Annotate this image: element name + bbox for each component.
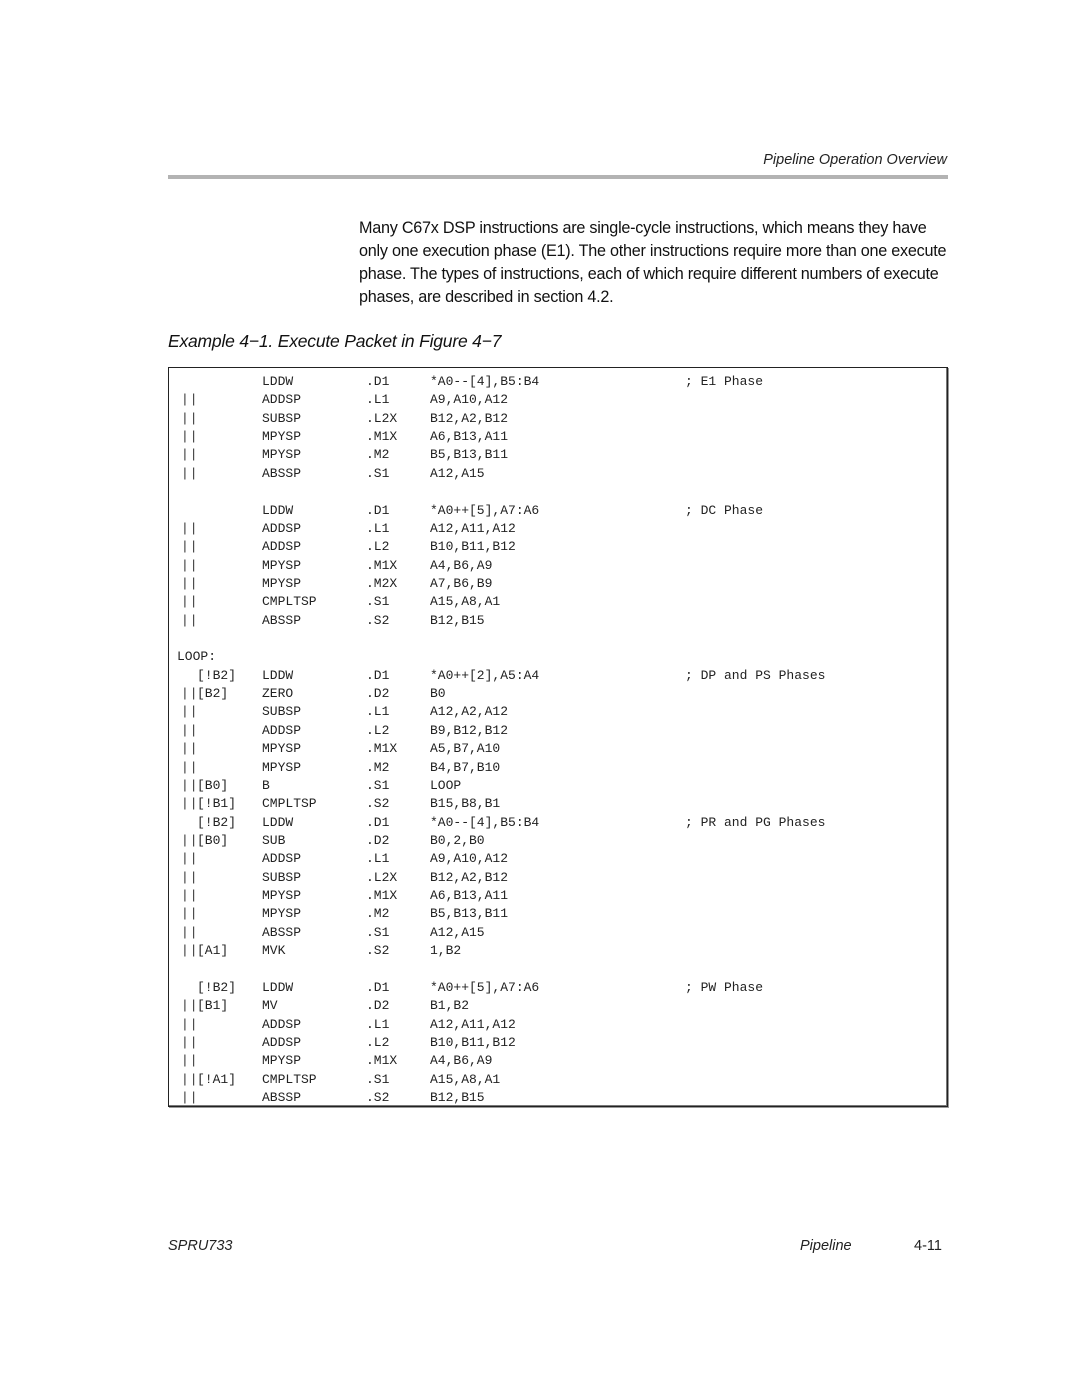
- intro-paragraph: Many C67x DSP instructions are single-cycle instructions, which means they have only one execution phase (E1). The other instructions require more than one execute phase. The types of instructions, each of which require different numbers of execute phases, are described in section 4.2.: [359, 219, 947, 306]
- code-functional-unit: .M2: [366, 447, 390, 463]
- code-parallel-bars: ||: [181, 1034, 199, 1050]
- code-mnemonic: MPYSP: [262, 888, 302, 904]
- code-mnemonic: ABSSP: [262, 1090, 302, 1106]
- code-mnemonic: ADDSP: [262, 722, 302, 738]
- code-parallel-bars: ||: [181, 796, 199, 812]
- code-operands: *A0++[5],A7:A6: [430, 979, 540, 995]
- code-operands: A6,B13,A11: [430, 888, 509, 904]
- code-functional-unit: .S1: [366, 777, 390, 793]
- code-line: [169, 667, 947, 685]
- code-line: [169, 391, 947, 409]
- code-functional-unit: .D2: [366, 998, 390, 1014]
- code-line: [169, 410, 947, 428]
- code-condition: [!B1]: [197, 796, 237, 812]
- code-mnemonic: LDDW: [262, 979, 294, 995]
- code-operands: A4,B6,A9: [430, 1053, 493, 1069]
- code-functional-unit: .L2X: [366, 410, 398, 426]
- code-functional-unit: .D1: [366, 502, 390, 518]
- code-functional-unit: .S1: [366, 594, 390, 610]
- code-parallel-bars: ||: [181, 410, 199, 426]
- code-line: [169, 373, 947, 391]
- code-mnemonic: SUBSP: [262, 704, 302, 720]
- code-condition: [!B2]: [197, 979, 237, 995]
- code-line: [169, 722, 947, 740]
- footer-chapter: Pipeline: [800, 1238, 852, 1254]
- code-parallel-bars: ||: [181, 924, 199, 940]
- code-functional-unit: .D1: [366, 814, 390, 830]
- footer-page-number: 4-11: [914, 1238, 942, 1254]
- code-parallel-bars: ||: [181, 943, 199, 959]
- code-comment: ; PW Phase: [685, 979, 764, 995]
- code-mnemonic: LDDW: [262, 814, 294, 830]
- code-functional-unit: .M1X: [366, 557, 398, 573]
- code-line: [169, 612, 947, 630]
- code-mnemonic: SUBSP: [262, 410, 302, 426]
- code-parallel-bars: ||: [181, 539, 199, 555]
- code-line: [169, 520, 947, 538]
- code-parallel-bars: ||: [181, 906, 199, 922]
- code-line: [169, 979, 947, 997]
- code-operands: *A0++[2],A5:A4: [430, 667, 540, 683]
- code-line: [169, 961, 947, 979]
- code-functional-unit: .L2: [366, 539, 390, 555]
- code-parallel-bars: ||: [181, 1053, 199, 1069]
- code-operands: B12,B15: [430, 1090, 485, 1106]
- code-operands: B1,B2: [430, 998, 470, 1014]
- code-mnemonic: LDDW: [262, 502, 294, 518]
- code-parallel-bars: ||: [181, 722, 199, 738]
- code-mnemonic: ZERO: [262, 686, 294, 702]
- code-parallel-bars: ||: [181, 594, 199, 610]
- code-parallel-bars: ||: [181, 1016, 199, 1032]
- code-line: [169, 1034, 947, 1052]
- code-comment: ; DC Phase: [685, 502, 764, 518]
- code-operands: B0,2,B0: [430, 833, 485, 848]
- code-line: [169, 483, 947, 501]
- code-operands: A12,A11,A12: [430, 1016, 516, 1032]
- code-parallel-bars: ||: [181, 465, 199, 481]
- code-listing: [168, 367, 948, 1107]
- code-operands: A9,A10,A12: [430, 851, 509, 867]
- code-operands: A4,B6,A9: [430, 557, 493, 573]
- code-line: [169, 1016, 947, 1034]
- code-operands: A12,A15: [430, 924, 485, 940]
- code-mnemonic: ADDSP: [262, 1034, 302, 1050]
- code-line: [169, 502, 947, 520]
- code-operands: A6,B13,A11: [430, 429, 509, 445]
- code-functional-unit: .S2: [366, 1090, 390, 1106]
- code-line: [169, 446, 947, 464]
- code-line: [169, 924, 947, 942]
- code-condition: [B0]: [197, 777, 229, 793]
- code-mnemonic: CMPLTSP: [262, 796, 317, 812]
- code-line: [169, 850, 947, 868]
- code-line: [169, 1052, 947, 1070]
- code-operands: B15,B8,B1: [430, 796, 501, 812]
- code-parallel-bars: ||: [181, 612, 199, 628]
- code-functional-unit: .M1X: [366, 741, 398, 757]
- code-operands: B0: [430, 686, 446, 702]
- code-mnemonic: CMPLTSP: [262, 1071, 317, 1087]
- code-functional-unit: .D2: [366, 833, 390, 848]
- code-functional-unit: .L1: [366, 520, 390, 536]
- code-line: [169, 428, 947, 446]
- code-line: [169, 997, 947, 1015]
- code-mnemonic: ADDSP: [262, 1016, 302, 1032]
- code-line: [169, 759, 947, 777]
- code-parallel-bars: ||: [181, 833, 199, 848]
- code-mnemonic: CMPLTSP: [262, 594, 317, 610]
- code-mnemonic: ADDSP: [262, 851, 302, 867]
- code-mnemonic: LDDW: [262, 374, 294, 389]
- code-mnemonic: SUB: [262, 833, 286, 848]
- code-line: [169, 703, 947, 721]
- code-parallel-bars: ||: [181, 741, 199, 757]
- code-parallel-bars: ||: [181, 447, 199, 463]
- code-parallel-bars: ||: [181, 429, 199, 445]
- code-operands: *A0++[5],A7:A6: [430, 502, 540, 518]
- code-operands: B9,B12,B12: [430, 722, 509, 738]
- code-operands: A15,A8,A1: [430, 1071, 501, 1087]
- code-line: [169, 685, 947, 703]
- code-functional-unit: .M2: [366, 759, 390, 775]
- code-functional-unit: .M1X: [366, 429, 398, 445]
- code-condition: [B0]: [197, 833, 229, 848]
- code-operands: 1,B2: [430, 943, 462, 959]
- code-mnemonic: SUBSP: [262, 869, 302, 885]
- code-condition: [!A1]: [197, 1071, 237, 1087]
- code-parallel-bars: ||: [181, 686, 199, 702]
- footer-doc-id: SPRU733: [168, 1238, 233, 1254]
- code-operands: A12,A2,A12: [430, 704, 509, 720]
- code-parallel-bars: ||: [181, 888, 199, 904]
- code-parallel-bars: ||: [181, 777, 199, 793]
- code-operands: A12,A15: [430, 465, 485, 481]
- code-operands: B12,A2,B12: [430, 869, 509, 885]
- code-condition: [A1]: [197, 943, 229, 959]
- code-parallel-bars: ||: [181, 704, 199, 720]
- code-mnemonic: MPYSP: [262, 575, 302, 591]
- code-mnemonic: MV: [262, 998, 278, 1014]
- code-functional-unit: .L2X: [366, 869, 398, 885]
- running-header: Pipeline Operation Overview: [763, 152, 947, 168]
- code-functional-unit: .D1: [366, 667, 390, 683]
- code-mnemonic: ADDSP: [262, 520, 302, 536]
- code-operands: B12,A2,B12: [430, 410, 509, 426]
- code-condition: [B1]: [197, 998, 229, 1014]
- code-mnemonic: ABSSP: [262, 465, 302, 481]
- code-mnemonic: ABSSP: [262, 924, 302, 940]
- code-line: [169, 538, 947, 556]
- code-line: [169, 869, 947, 887]
- code-operands: A12,A11,A12: [430, 520, 516, 536]
- code-operands: *A0--[4],B5:B4: [430, 814, 540, 830]
- code-functional-unit: .L1: [366, 851, 390, 867]
- code-operands: A9,A10,A12: [430, 392, 509, 408]
- code-mnemonic: MVK: [262, 943, 286, 959]
- code-functional-unit: .D1: [366, 374, 390, 389]
- code-mnemonic: B: [262, 777, 270, 793]
- code-functional-unit: .L1: [366, 392, 390, 408]
- code-line: [169, 1071, 947, 1089]
- code-comment: ; E1 Phase: [685, 374, 764, 389]
- code-operands: *A0--[4],B5:B4: [430, 374, 540, 389]
- code-functional-unit: .M1X: [366, 1053, 398, 1069]
- code-line: [169, 465, 947, 483]
- code-operands: LOOP: [430, 777, 462, 793]
- code-mnemonic: MPYSP: [262, 741, 302, 757]
- code-mnemonic: LDDW: [262, 667, 294, 683]
- code-condition: [!B2]: [197, 814, 237, 830]
- code-operands: B10,B11,B12: [430, 1034, 516, 1050]
- code-functional-unit: .S1: [366, 924, 390, 940]
- code-mnemonic: MPYSP: [262, 906, 302, 922]
- code-functional-unit: .D1: [366, 979, 390, 995]
- code-line: [169, 740, 947, 758]
- code-functional-unit: .S2: [366, 943, 390, 959]
- code-line: [169, 832, 947, 850]
- code-label: LOOP:: [177, 649, 217, 665]
- code-line: [169, 648, 947, 666]
- code-operands: B12,B15: [430, 612, 485, 628]
- code-operands: A15,A8,A1: [430, 594, 501, 610]
- code-line: [169, 630, 947, 648]
- code-functional-unit: .D2: [366, 686, 390, 702]
- code-parallel-bars: ||: [181, 392, 199, 408]
- code-mnemonic: MPYSP: [262, 447, 302, 463]
- code-functional-unit: .S2: [366, 612, 390, 628]
- code-line: [169, 942, 947, 960]
- code-parallel-bars: ||: [181, 998, 199, 1014]
- code-comment: ; DP and PS Phases: [685, 667, 826, 683]
- code-mnemonic: MPYSP: [262, 759, 302, 775]
- code-mnemonic: ADDSP: [262, 539, 302, 555]
- code-parallel-bars: ||: [181, 520, 199, 536]
- code-line: [169, 575, 947, 593]
- code-functional-unit: .M2: [366, 906, 390, 922]
- example-title: Example 4−1. Execute Packet in Figure 4−7: [168, 331, 502, 351]
- code-operands: A7,B6,B9: [430, 575, 493, 591]
- code-line: [169, 905, 947, 923]
- code-operands: A5,B7,A10: [430, 741, 501, 757]
- code-line: [169, 795, 947, 813]
- code-operands: B5,B13,B11: [430, 447, 509, 463]
- code-parallel-bars: ||: [181, 869, 199, 885]
- code-functional-unit: .S1: [366, 1071, 390, 1087]
- code-condition: [!B2]: [197, 667, 237, 683]
- code-functional-unit: .L2: [366, 722, 390, 738]
- code-functional-unit: .M1X: [366, 888, 398, 904]
- code-line: [169, 777, 947, 795]
- code-line: [169, 557, 947, 575]
- code-functional-unit: .S2: [366, 796, 390, 812]
- code-functional-unit: .L1: [366, 704, 390, 720]
- code-parallel-bars: ||: [181, 575, 199, 591]
- code-functional-unit: .M2X: [366, 575, 398, 591]
- code-line: [169, 814, 947, 832]
- code-line: [169, 1089, 947, 1107]
- code-mnemonic: ADDSP: [262, 392, 302, 408]
- code-operands: B10,B11,B12: [430, 539, 516, 555]
- code-comment: ; PR and PG Phases: [685, 814, 826, 830]
- code-functional-unit: .L2: [366, 1034, 390, 1050]
- code-parallel-bars: ||: [181, 1090, 199, 1106]
- code-mnemonic: MPYSP: [262, 557, 302, 573]
- code-parallel-bars: ||: [181, 557, 199, 573]
- code-mnemonic: MPYSP: [262, 429, 302, 445]
- code-parallel-bars: ||: [181, 759, 199, 775]
- code-mnemonic: MPYSP: [262, 1053, 302, 1069]
- code-functional-unit: .S1: [366, 465, 390, 481]
- code-parallel-bars: ||: [181, 1071, 199, 1087]
- code-parallel-bars: ||: [181, 851, 199, 867]
- code-condition: [B2]: [197, 686, 229, 702]
- code-operands: B4,B7,B10: [430, 759, 501, 775]
- code-mnemonic: ABSSP: [262, 612, 302, 628]
- header-rule: [168, 175, 948, 179]
- code-line: [169, 593, 947, 611]
- code-line: [169, 887, 947, 905]
- code-functional-unit: .L1: [366, 1016, 390, 1032]
- code-operands: B5,B13,B11: [430, 906, 509, 922]
